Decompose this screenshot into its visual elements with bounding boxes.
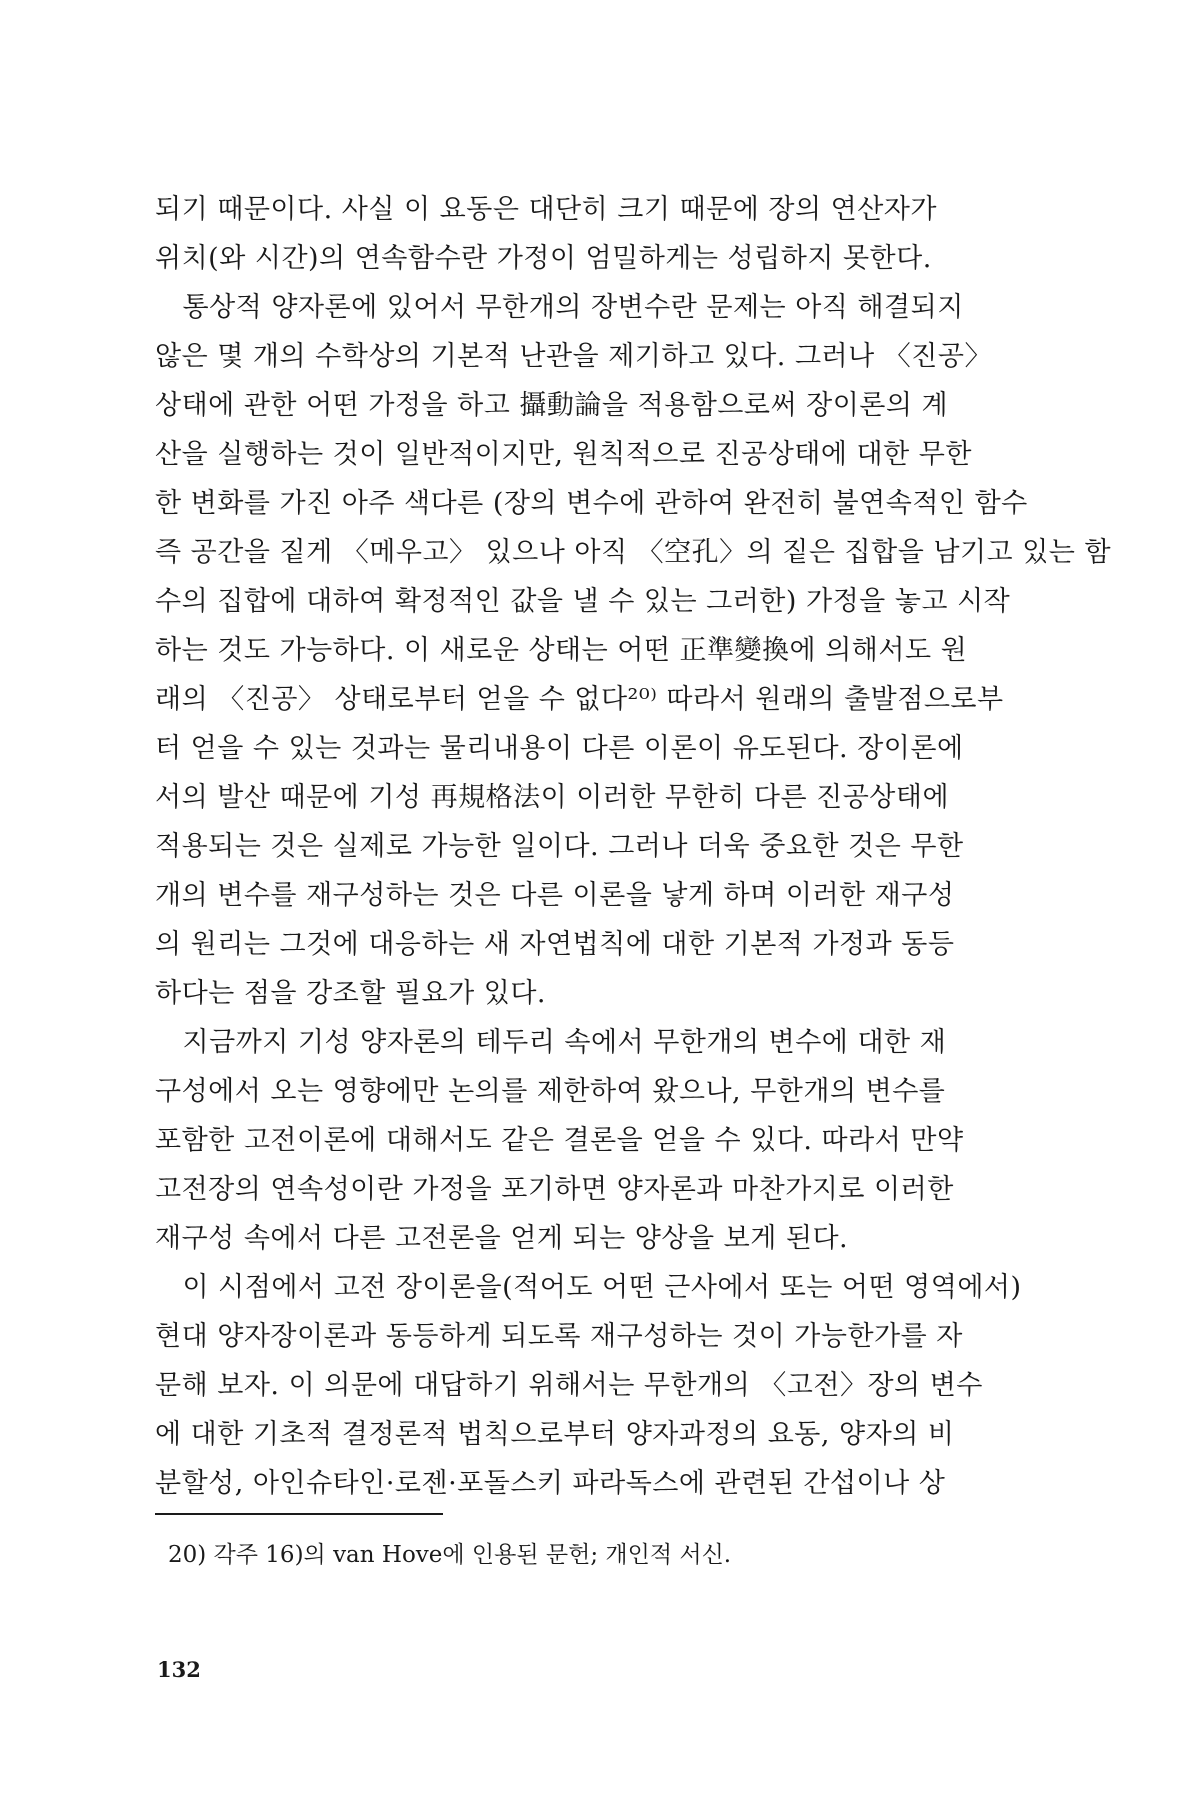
text-line: 한 변화를 가진 아주 색다른 (장의 변수에 관하여 완전히 불연속적인 함수 bbox=[155, 488, 1028, 519]
text-line: 터 얻을 수 있는 것과는 물리내용이 다른 이론이 유도된다. 장이론에 bbox=[155, 733, 964, 764]
text-line: 위치(와 시간)의 연속함수란 가정이 엄밀하게는 성립하지 못한다. bbox=[155, 243, 932, 274]
footnote-divider bbox=[155, 1513, 443, 1515]
text-line: 포함한 고전이론에 대해서도 같은 결론을 얻을 수 있다. 따라서 만약 bbox=[155, 1125, 964, 1156]
text-line: 되기 때문이다. 사실 이 요동은 대단히 크기 때문에 장의 연산자가 bbox=[155, 194, 937, 225]
text-line: 않은 몇 개의 수학상의 기본적 난관을 제기하고 있다. 그러나 〈진공〉 bbox=[155, 341, 992, 372]
text-line: 상태에 관한 어떤 가정을 하고 攝動論을 적용함으로써 장이론의 계 bbox=[155, 390, 949, 421]
text-line: 구성에서 오는 영향에만 논의를 제한하여 왔으나, 무한개의 변수를 bbox=[155, 1076, 946, 1107]
text-line: 이 시점에서 고전 장이론을(적어도 어떤 근사에서 또는 어떤 영역에서) bbox=[155, 1272, 1022, 1303]
text-line: 현대 양자장이론과 동등하게 되도록 재구성하는 것이 가능한가를 자 bbox=[155, 1321, 963, 1352]
text-line: 래의 〈진공〉 상태로부터 얻을 수 없다²⁰⁾ 따라서 원래의 출발점으로부 bbox=[155, 684, 1004, 715]
text-line: 통상적 양자론에 있어서 무한개의 장변수란 문제는 아직 해결되지 bbox=[155, 292, 964, 323]
text-line: 지금까지 기성 양자론의 테두리 속에서 무한개의 변수에 대한 재 bbox=[155, 1027, 947, 1058]
text-line: 재구성 속에서 다른 고전론을 얻게 되는 양상을 보게 된다. bbox=[155, 1223, 849, 1254]
text-line: 수의 집합에 대하여 확정적인 값을 낼 수 있는 그러한) 가정을 놓고 시작 bbox=[155, 586, 1011, 617]
text-line: 에 대한 기초적 결정론적 법칙으로부터 양자과정의 요동, 양자의 비 bbox=[155, 1419, 955, 1450]
text-line: 문해 보자. 이 의문에 대답하기 위해서는 무한개의 〈고전〉장의 변수 bbox=[155, 1370, 983, 1401]
text-line: 하다는 점을 강조할 필요가 있다. bbox=[155, 978, 546, 1009]
text-line: 개의 변수를 재구성하는 것은 다른 이론을 낳게 하며 이러한 재구성 bbox=[155, 880, 955, 911]
text-line: 고전장의 연속성이란 가정을 포기하면 양자론과 마찬가지로 이러한 bbox=[155, 1174, 954, 1205]
text-line: 의 원리는 그것에 대응하는 새 자연법칙에 대한 기본적 가정과 동등 bbox=[155, 929, 955, 960]
text-line: 하는 것도 가능하다. 이 새로운 상태는 어떤 正準變換에 의해서도 원 bbox=[155, 635, 968, 666]
body-text bbox=[155, 185, 1112, 1508]
page-number: 132 bbox=[157, 1657, 201, 1682]
text-line: 산을 실행하는 것이 일반적이지만, 원칙적으로 진공상태에 대한 무한 bbox=[155, 439, 972, 470]
footnote: 20) 각주 16)의 van Hove에 인용된 문헌; 개인적 서신. bbox=[168, 1542, 732, 1568]
text-line: 분할성, 아인슈타인·로젠·포돌스키 파라독스에 관련된 간섭이나 상 bbox=[155, 1468, 946, 1499]
text-line: 적용되는 것은 실제로 가능한 일이다. 그러나 더욱 중요한 것은 무한 bbox=[155, 831, 964, 862]
text-line: 서의 발산 때문에 기성 再規格法이 이러한 무한히 다른 진공상태에 bbox=[155, 782, 950, 813]
text-line: 즉 공간을 짙게 〈메우고〉 있으나 아직 〈空孔〉의 짙은 집합을 남기고 있는 함 bbox=[155, 537, 1112, 568]
